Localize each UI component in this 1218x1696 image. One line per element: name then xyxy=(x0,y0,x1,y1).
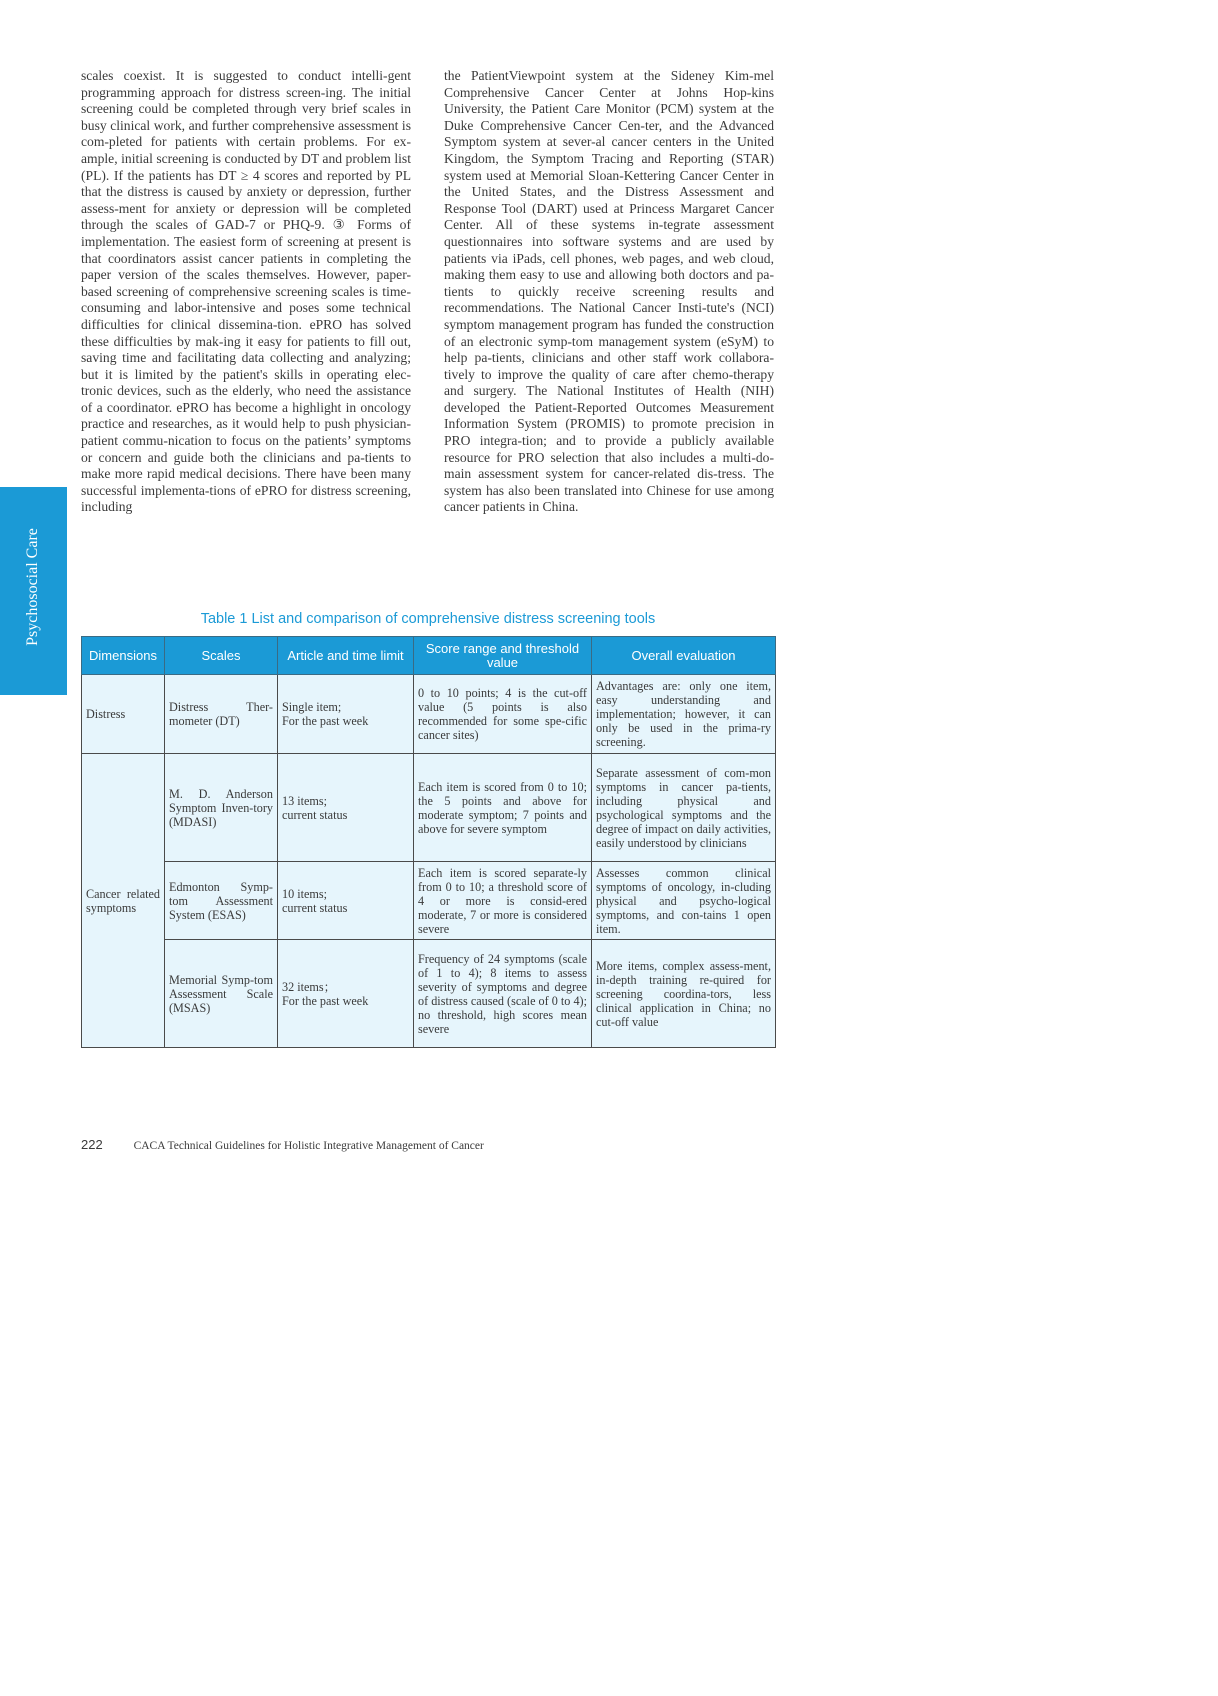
cell-scale: Memorial Symp-tom Assessment Scale (MSAS) xyxy=(165,940,278,1048)
cell-scale: M. D. Anderson Symptom Inven-tory (MDASI) xyxy=(165,754,278,862)
running-title: CACA Technical Guidelines for Holistic Integrative Management of Cancer xyxy=(133,1140,484,1152)
cell-dimension: Distress xyxy=(82,675,165,754)
cell-scale: Distress Ther-mometer (DT) xyxy=(165,675,278,754)
cell-scale: Edmonton Symp-tom Assessment System (ESAS) xyxy=(165,862,278,940)
header-overall-evaluation: Overall evaluation xyxy=(592,637,776,675)
cell-evaluation: More items, complex assess-ment, in-depth training re-quired for screening coordina-tors, less clinical application in China; no cut-off value xyxy=(592,940,776,1048)
cell-score: 0 to 10 points; 4 is the cut-off value (5 points is also recommended for some spe-cific cancer sites) xyxy=(414,675,592,754)
cell-score: Frequency of 24 symptoms (scale of 1 to 4); 8 items to assess severity of symptoms and degree of distress caused (scale of 0 to 4); no threshold, high scores mean severe xyxy=(414,940,592,1048)
header-score-range: Score range and threshold value xyxy=(414,637,592,675)
cell-score: Each item is scored from 0 to 10; the 5 points and above for moderate symptom; 7 points and above for severe symptom xyxy=(414,754,592,862)
body-text-right-column: the PatientViewpoint system at the Sideney Kim-mel Comprehensive Cancer Center at Johns Hop-kins University, the Patient Care Monitor (PCM) system at the Duke Comprehensive Cancer Cen-ter, and the Advanced Symptom system at sever-al cancer centers in the United Kingdom, the Symptom Tracing and Reporting (STAR) system used at Memorial Sloan-Kettering Cancer Center in the United States, and the Distress Assessment and Response Tool (DART) used at Princess Margaret Cancer Center. All of these systems in-tegrate assessment questionnaires into software systems and are used by patients via iPads, cell phones, web pages, and web cloud, making them easy to use and allowing both doctors and pa-tients to quickly receive screening results and recommendations. The National Cancer Insti-tute's (NCI) symptom management program has funded the construction of an electronic symp-tom management system (eSyM) to help pa-tients, clinicians and other staff work collabora-tively to improve the quality of care after chemo-therapy and surgery. The National Institutes of Health (NIH) developed the Patient-Reported Outcomes Measurement Information System (PROMIS) to promote precision in PRO integra-tion; and to provide a publicly available resource for PRO selection that also includes a multi-do-main assessment system for cancer-related dis-tress. The system has also been translated into Chinese for use among cancer patients in China. xyxy=(444,68,774,515)
cell-score: Each item is scored separate-ly from 0 to 10; a threshold score of 4 or more is consid-ered moderate, 7 or more is considered severe xyxy=(414,862,592,940)
cell-evaluation: Assesses common clinical symptoms of oncology, in-cluding physical and psycho-logical symptoms, and con-tains 1 open item. xyxy=(592,862,776,940)
header-dimensions: Dimensions xyxy=(82,637,165,675)
cell-evaluation: Separate assessment of com-mon symptoms in cancer pa-tients, including physical and psychological symptoms and the degree of impact on daily activities, easily understood by clinicians xyxy=(592,754,776,862)
cell-items: Single item; For the past week xyxy=(278,675,414,754)
cell-items: 32 items； For the past week xyxy=(278,940,414,1048)
table-caption: Table 1 List and comparison of comprehensive distress screening tools xyxy=(200,611,656,627)
table-row xyxy=(82,675,776,754)
table-row xyxy=(82,940,776,1048)
header-article-time: Article and time limit xyxy=(278,637,414,675)
page-number: 222 xyxy=(81,1137,103,1152)
cell-items: 10 items; current status xyxy=(278,862,414,940)
body-text-left-column: scales coexist. It is suggested to conduct intelli-gent programming approach for distress screen-ing. The initial screening could be completed through very brief scales in busy clinical work, and further comprehensive assessment is com-pleted for patients with certain problems. For ex-ample, initial screening is conducted by DT and problem list (PL). If the patients has DT ≥ 4 scores and reported by PL that the distress is caused by anxiety or depression, further assess-ment for anxiety or depression will be completed through the scales of GAD-7 or PHQ-9. ③ Forms of implementation. The easiest form of screening at present is that coordinators assist cancer patients in completing the paper version of the scales themselves. However, paper-based screening of comprehensive screening scales is time-consuming and labor-intensive and poses some technical difficulties for clinical dissemina-tion. ePRO has solved these difficulties by mak-ing it easy for patients to fill out, saving time and facilitating data collecting and analyzing; but it is limited by the patient's skills in operating elec-tronic devices, such as the elderly, who need the assistance of a coordinator. ePRO has become a highlight in oncology practice and researches, as it would help to push physician-patient commu-nication to focus on the patients’ symptoms or concern and guide both the clinicians and pa-tients to make more rapid medical decisions. There have been many successful implementa-tions of ePRO for distress screening, including xyxy=(81,68,411,515)
screening-tools-table xyxy=(81,636,776,1048)
section-side-tab xyxy=(0,487,67,695)
table-header-row xyxy=(82,637,776,675)
header-scales: Scales xyxy=(165,637,278,675)
table-row xyxy=(82,754,776,862)
page-footer xyxy=(81,1137,781,1152)
cell-items: 13 items; current status xyxy=(278,754,414,862)
side-tab-label: Psychosocial Care xyxy=(24,528,41,646)
cell-dimension: Cancer related symptoms xyxy=(82,754,165,1048)
cell-evaluation: Advantages are: only one item, easy understanding and implementation; however, it can only be used in the prima-ry screening. xyxy=(592,675,776,754)
table-row xyxy=(82,862,776,940)
